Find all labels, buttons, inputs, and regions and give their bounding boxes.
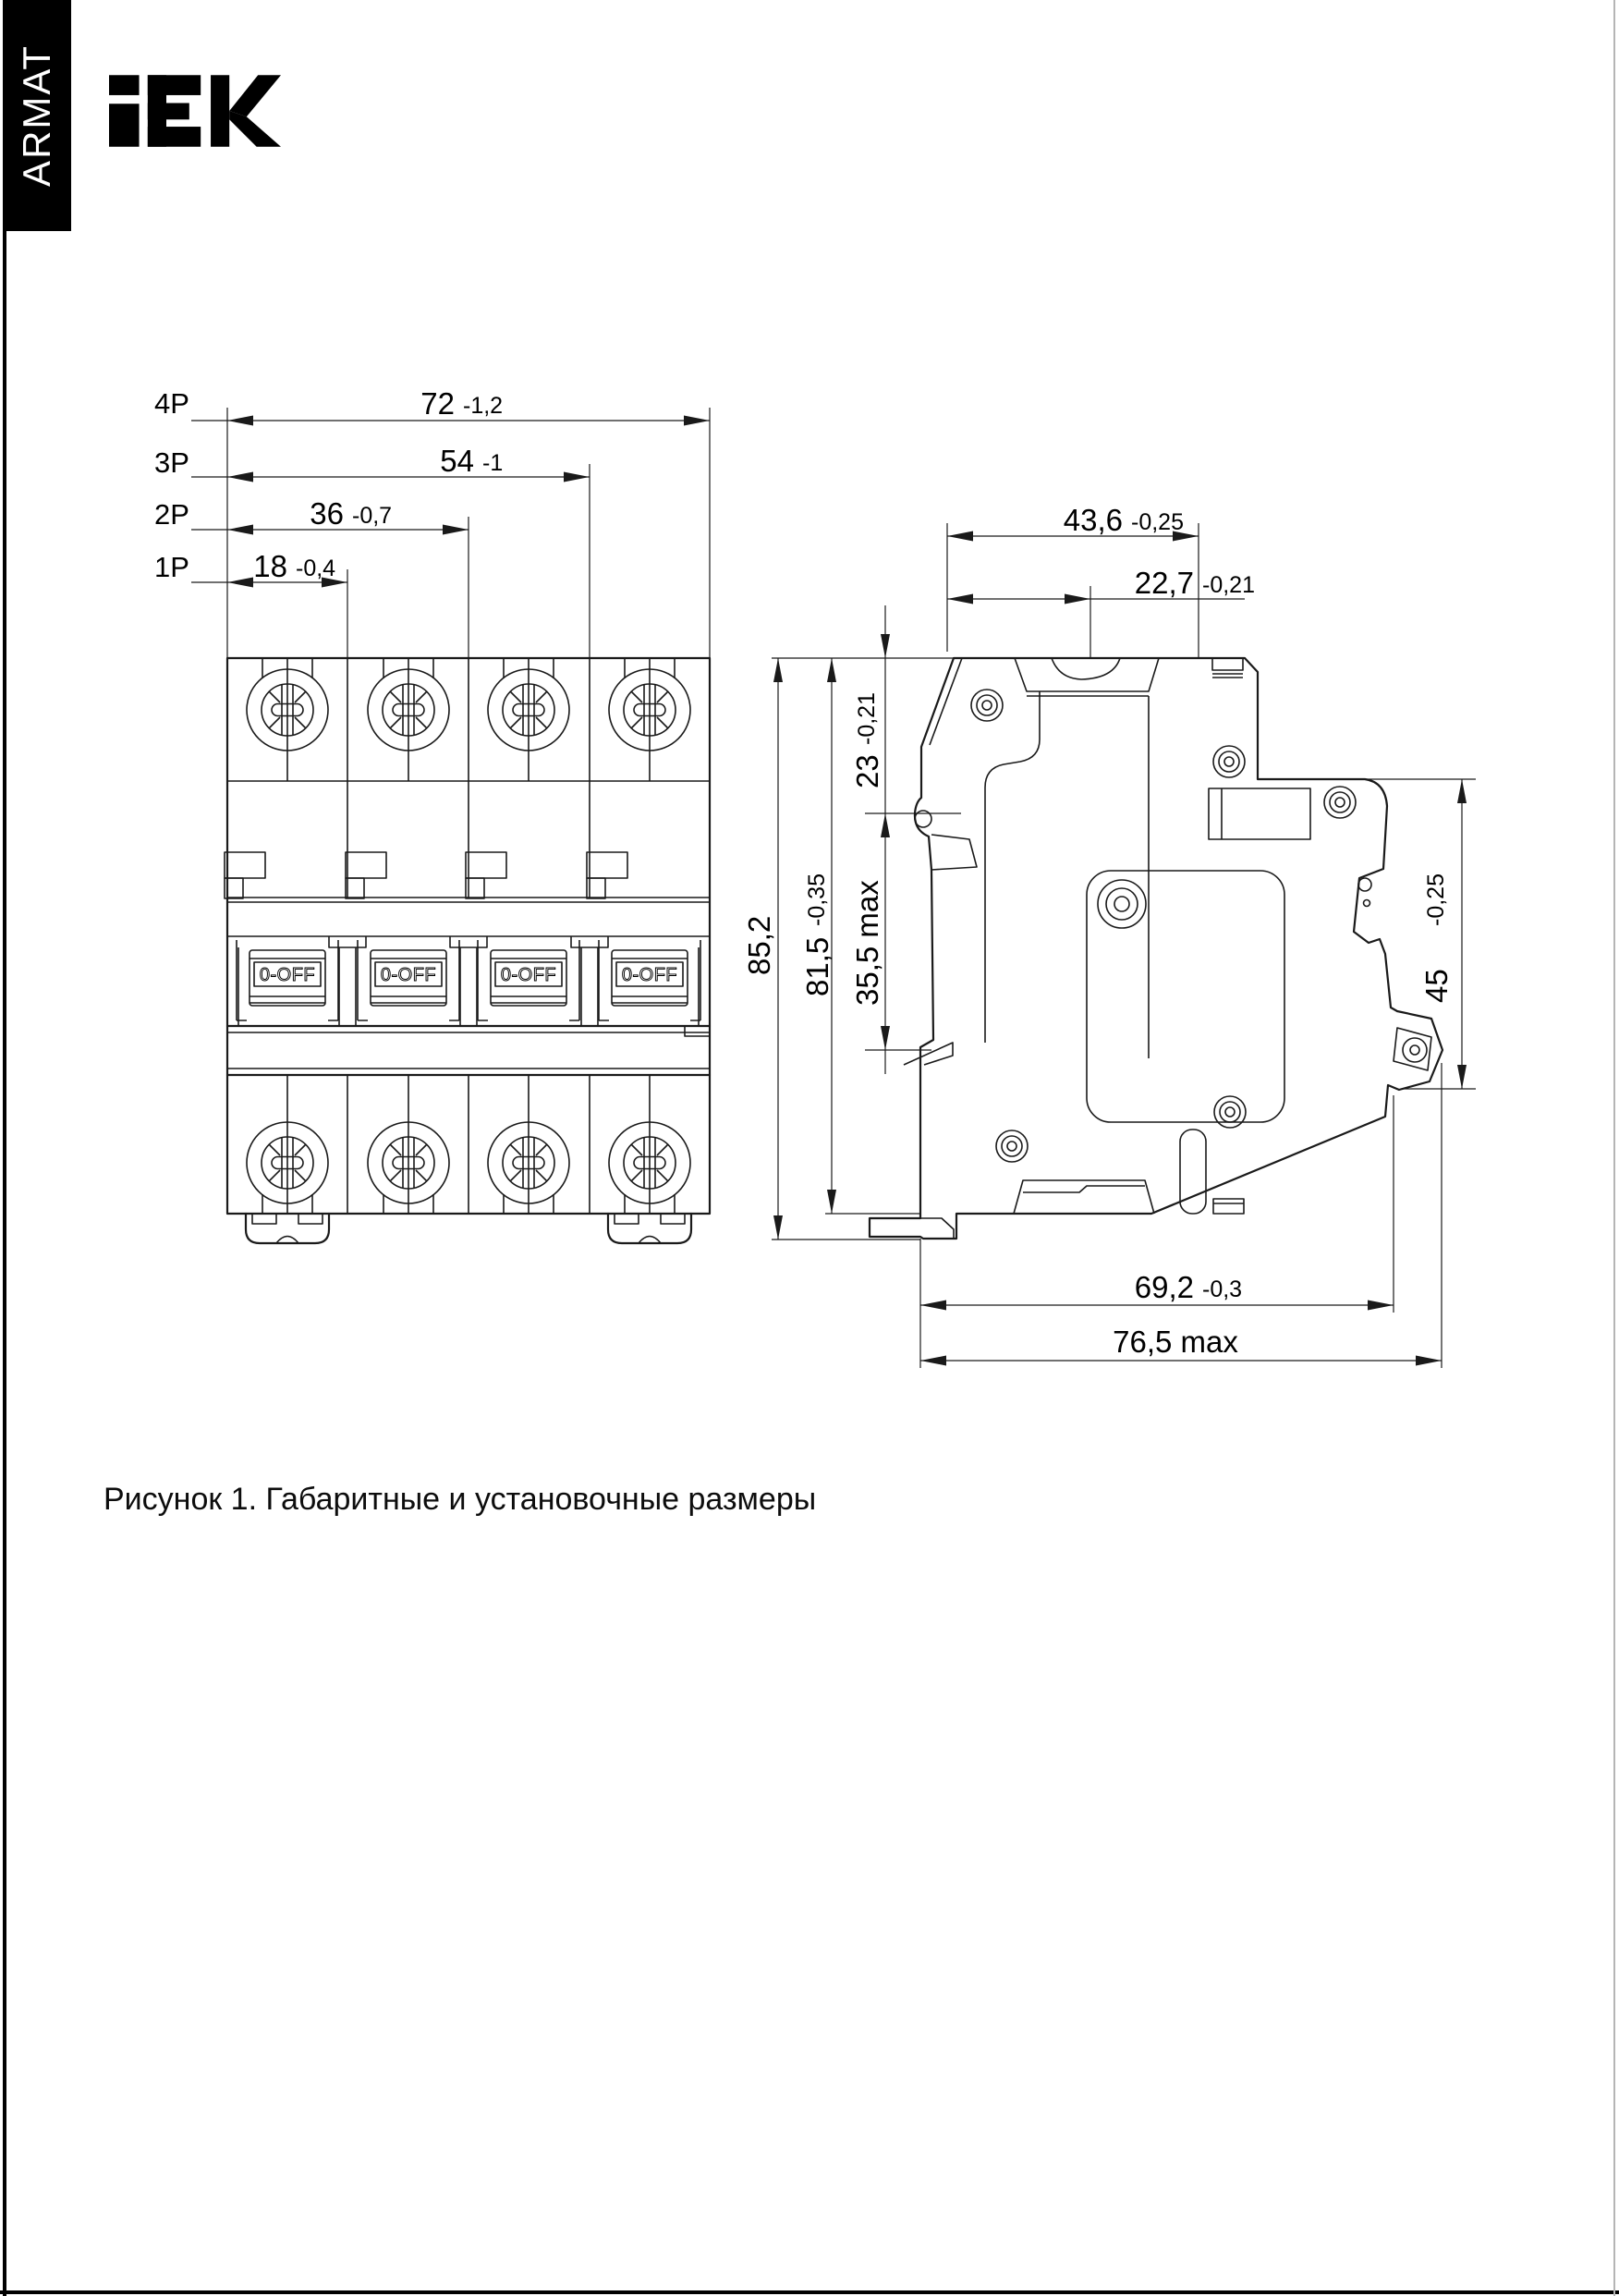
dim-width-3p: 54 bbox=[440, 444, 474, 478]
pole-clip-window bbox=[587, 852, 627, 898]
terminal-screw-bottom bbox=[247, 1075, 328, 1214]
dim-width-2p-tolerance: -0,7 bbox=[352, 503, 393, 529]
dim-front-height-tolerance: -0,25 bbox=[1423, 873, 1449, 926]
dim-front-to-pin: 23 bbox=[850, 754, 884, 788]
dim-rail-zone: 35,5 max bbox=[850, 880, 884, 1006]
dim-depth-top-tolerance: -0,25 bbox=[1131, 509, 1184, 535]
side-view bbox=[742, 503, 1476, 1368]
dim-width-1p: 18 bbox=[253, 549, 287, 583]
pole-clip-window bbox=[346, 852, 386, 898]
side-view-dimensions bbox=[742, 503, 1476, 1368]
terminal-screw-bottom bbox=[488, 1075, 569, 1214]
terminal-screw-bottom bbox=[368, 1075, 449, 1214]
terminal-screw-top bbox=[609, 658, 690, 781]
pole-clip-window bbox=[225, 852, 265, 898]
toggle-state-label: 0-OFF bbox=[500, 965, 557, 985]
dim-depth-total: 85,2 bbox=[742, 915, 776, 975]
dim-bottom-max: 76,5 max bbox=[1113, 1325, 1238, 1359]
terminal-screw-bottom bbox=[609, 1075, 690, 1214]
dim-depth-inner: 22,7 bbox=[1134, 566, 1194, 600]
dim-width-4p: 72 bbox=[420, 386, 455, 421]
din-rail-clip bbox=[246, 1214, 329, 1243]
front-view-dimensions bbox=[154, 386, 710, 658]
toggle-state-label: 0-OFF bbox=[380, 965, 437, 985]
dim-depth-inner-tolerance: -0,21 bbox=[1202, 572, 1255, 598]
dim-front-to-pin-tolerance: -0,21 bbox=[854, 692, 880, 745]
terminal-screw-top bbox=[247, 658, 328, 781]
pole-count-label-3p: 3P bbox=[154, 446, 189, 479]
terminal-screw-top bbox=[488, 658, 569, 781]
terminal-screw-top bbox=[368, 658, 449, 781]
dim-width-1p-tolerance: -0,4 bbox=[296, 556, 336, 581]
dim-bottom-width-tolerance: -0,3 bbox=[1202, 1276, 1243, 1302]
pole-count-label-4p: 4P bbox=[154, 387, 189, 420]
dim-width-4p-tolerance: -1,2 bbox=[463, 393, 504, 419]
side-view-body bbox=[870, 658, 1442, 1239]
dim-depth-body: 81,5 bbox=[800, 936, 834, 996]
dim-depth-top: 43,6 bbox=[1063, 503, 1123, 537]
toggle-state-label: 0-OFF bbox=[259, 965, 316, 985]
pole-count-label-1p: 1P bbox=[154, 551, 189, 583]
dim-width-2p: 36 bbox=[310, 496, 344, 531]
dim-depth-body-tolerance: -0,35 bbox=[804, 873, 830, 926]
front-view bbox=[154, 386, 710, 1243]
rivet bbox=[971, 690, 1356, 1162]
pole-clip-window bbox=[466, 852, 506, 898]
toggle-state-label: 0-OFF bbox=[621, 965, 678, 985]
pole-count-label-2p: 2P bbox=[154, 498, 189, 531]
figure-caption: Рисунок 1. Габаритные и установочные размеры bbox=[103, 1482, 817, 1517]
dim-bottom-width: 69,2 bbox=[1134, 1270, 1194, 1304]
dim-front-height: 45 bbox=[1419, 969, 1454, 1003]
front-view-body bbox=[225, 658, 710, 1243]
series-label: ARMAT bbox=[15, 44, 59, 187]
din-rail-clip bbox=[608, 1214, 691, 1243]
dim-width-3p-tolerance: -1 bbox=[482, 450, 504, 476]
